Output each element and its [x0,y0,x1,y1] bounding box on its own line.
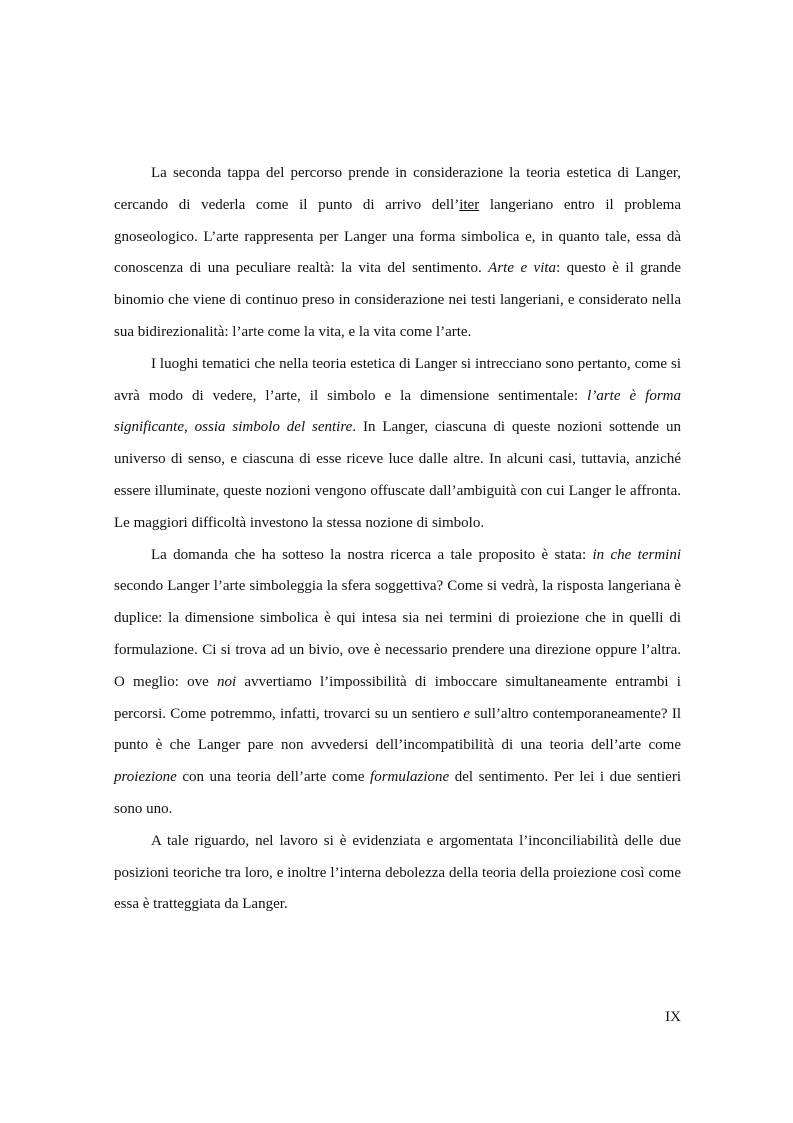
italic-text: in che termini [592,546,681,563]
text-run: langeriano entro il problema gnoseologico. L’arte rappresenta per Langer una forma simbolica e, in quanto tale, essa dà conoscenza di una peculiare realtà: la vita del sentimento. [114,196,681,277]
paragraph [114,540,681,826]
italic-text: noi [216,673,237,690]
italic-text: Arte e vita [488,260,557,277]
text-run: : questo è il grande binomio che viene di continuo preso in considerazione nei testi langeriani, e considerato nella sua bidirezionalità: l’arte come la vita, e la vita come l’arte. [114,260,682,340]
paragraph [114,349,681,540]
paragraph [114,158,681,349]
text-run: A tale riguardo, nel lavoro si è evidenziata e argomentata l’inconciliabilità delle due posizioni teoriche tra loro, e inoltre l’interna debolezza della teoria della proiezione così come essa è tratteggiata da Langer. [114,832,681,913]
text-run: I luoghi tematici che nella teoria estetica di Langer si intrecciano sono pertanto, come si avrà modo di vedere, l’arte, il simbolo e la dimensione sentimentale: [114,355,681,404]
text-run: . In Langer, ciascuna di queste nozioni sottende un universo di senso, e ciascuna di esse riceve luce dalle altre. In alcuni casi, tuttavia, anziché essere illuminate, queste nozioni vengono offuscate dall’ambiguità con cui Langer le affronta. Le maggiori difficoltà investono la stessa nozione di simbolo. [114,419,681,531]
page-body [114,158,681,921]
italic-text: formulazione [370,769,450,786]
text-run: sull’altro contemporaneamente? Il punto è che Langer pare non avvedersi dell’incompatibilità di una teoria dell’arte come [114,705,681,754]
text-run: secondo Langer l’arte simboleggia la sfera soggettiva? Come si vedrà, la risposta langeriana è duplice: la dimensione simbolica è qui intesa sia nei termini di proiezione che in quelli di formulazione. Ci si trova ad un bivio, ove è necessario prendere una direzione oppure l’altra. O meglio: ove [114,578,681,690]
text-run: La domanda che ha sotteso la nostra ricerca a tale proposito è stata: [151,546,593,563]
underlined-text: iter [459,196,480,213]
italic-text: l’arte è forma significante, ossia simbolo del sentire [114,387,681,436]
text-run: con una teoria dell’arte come [176,769,371,786]
text-run: avvertiamo l’impossibilità di imboccare simultaneamente entrambi i percorsi. Come potremmo, infatti, trovarci su un sentiero [114,673,681,722]
text-run: La seconda tappa del percorso prende in considerazione la teoria estetica di Langer, cercando di vederla come il punto di arrivo dell’ [114,165,681,213]
page-number: IX [665,1009,681,1025]
text-run: del sentimento. Per lei i due sentieri sono uno. [114,769,681,817]
italic-text: e [463,705,470,722]
paragraph [114,826,681,921]
italic-text: proiezione [114,769,177,786]
